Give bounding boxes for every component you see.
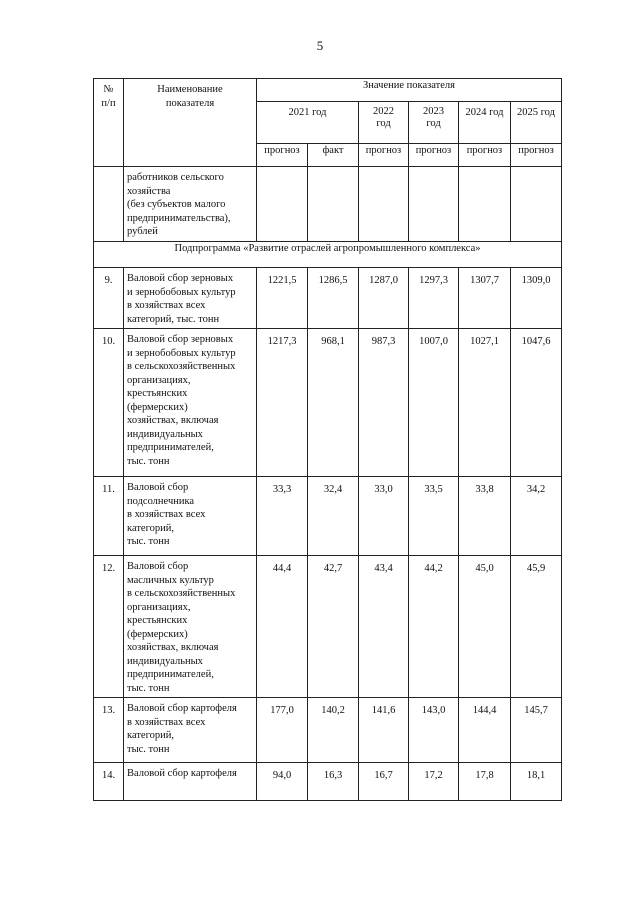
row-value: 1221,5: [257, 268, 308, 329]
row-value: 44,2: [409, 556, 459, 698]
header-year-2023: 2023 год: [409, 102, 459, 144]
row-number: 13.: [94, 698, 124, 763]
continuation-row: [94, 167, 562, 242]
row-value: 1297,3: [409, 268, 459, 329]
row-value: 33,3: [257, 477, 308, 556]
row-value: 45,0: [459, 556, 511, 698]
table-row: [94, 329, 562, 477]
section-row: [94, 242, 562, 268]
page-number: 5: [316, 38, 324, 53]
row-indicator-name: Валовой сбор картофеля: [124, 763, 257, 801]
row-value: 1047,6: [511, 329, 562, 477]
table-row: [94, 698, 562, 763]
row-number: 9.: [94, 268, 124, 329]
row-value: 140,2: [308, 698, 359, 763]
row-value: 17,8: [459, 763, 511, 801]
header-name-text: Наименование показателя: [157, 84, 223, 109]
row-indicator-name: Валовой сбор подсолнечника в хозяйствах всех категорий, тыс. тонн: [124, 477, 257, 556]
indicators-table: [93, 78, 562, 801]
subhead-2021-fact: факт: [308, 144, 359, 167]
table-row: [94, 477, 562, 556]
header-year-2022: 2022 год: [359, 102, 409, 144]
row-value: 33,5: [409, 477, 459, 556]
row-value: 177,0: [257, 698, 308, 763]
row-value: 32,4: [308, 477, 359, 556]
row-value: 17,2: [409, 763, 459, 801]
row-value: 143,0: [409, 698, 459, 763]
row-value: 45,9: [511, 556, 562, 698]
row-value: 16,3: [308, 763, 359, 801]
row-value: 987,3: [359, 329, 409, 477]
subhead-2024-forecast: прогноз: [459, 144, 511, 167]
subhead-2023-forecast: прогноз: [409, 144, 459, 167]
table-row: [94, 556, 562, 698]
row-number: 11.: [94, 477, 124, 556]
row-value: 1007,0: [409, 329, 459, 477]
header-value-group: Значение показателя: [257, 79, 562, 102]
header-year-2025: 2025 год: [511, 102, 562, 144]
subhead-2022-forecast: прогноз: [359, 144, 409, 167]
row-value: 94,0: [257, 763, 308, 801]
row-value: 33,0: [359, 477, 409, 556]
continuation-name: работников сельского хозяйства (без субъектов малого предпринимательства), рублей: [124, 167, 257, 242]
row-value: 43,4: [359, 556, 409, 698]
row-value: 1287,0: [359, 268, 409, 329]
continuation-num: [94, 167, 124, 242]
header-year-2021: 2021 год: [257, 102, 359, 144]
header-num: [94, 79, 124, 167]
row-indicator-name: Валовой сбор картофеля в хозяйствах всех категорий, тыс. тонн: [124, 698, 257, 763]
header-year-2024: 2024 год: [459, 102, 511, 144]
row-value: 145,7: [511, 698, 562, 763]
row-number: 14.: [94, 763, 124, 801]
row-value: 42,7: [308, 556, 359, 698]
row-value: 33,8: [459, 477, 511, 556]
row-value: 1217,3: [257, 329, 308, 477]
row-number: 10.: [94, 329, 124, 477]
section-title: Подпрограмма «Развитие отраслей агропромышленного комплекса»: [94, 242, 562, 268]
row-value: 1309,0: [511, 268, 562, 329]
row-value: 1027,1: [459, 329, 511, 477]
row-value: 34,2: [511, 477, 562, 556]
subhead-2021-forecast: прогноз: [257, 144, 308, 167]
table-row: [94, 268, 562, 329]
row-value: 1286,5: [308, 268, 359, 329]
row-indicator-name: Валовой сбор зерновых и зернобобовых культур в сельскохозяйственных организациях, крестьянских (фермерских) хозяйствах, включая индивидуальных предпринимателей, тыс. тонн: [124, 329, 257, 477]
header-num-text: № п/п: [101, 84, 116, 109]
table-row: [94, 763, 562, 801]
row-indicator-name: Валовой сбор зерновых и зернобобовых культур в хозяйствах всех категорий, тыс. тонн: [124, 268, 257, 329]
row-value: 968,1: [308, 329, 359, 477]
row-value: 1307,7: [459, 268, 511, 329]
row-value: 16,7: [359, 763, 409, 801]
row-indicator-name: Валовой сбор масличных культур в сельскохозяйственных организациях, крестьянских (фермерских) хозяйствах, включая индивидуальных предпринимателей, тыс. тонн: [124, 556, 257, 698]
row-value: 141,6: [359, 698, 409, 763]
row-value: 44,4: [257, 556, 308, 698]
row-value: 144,4: [459, 698, 511, 763]
row-number: 12.: [94, 556, 124, 698]
header-name: [124, 79, 257, 167]
row-value: 18,1: [511, 763, 562, 801]
subhead-2025-forecast: прогноз: [511, 144, 562, 167]
